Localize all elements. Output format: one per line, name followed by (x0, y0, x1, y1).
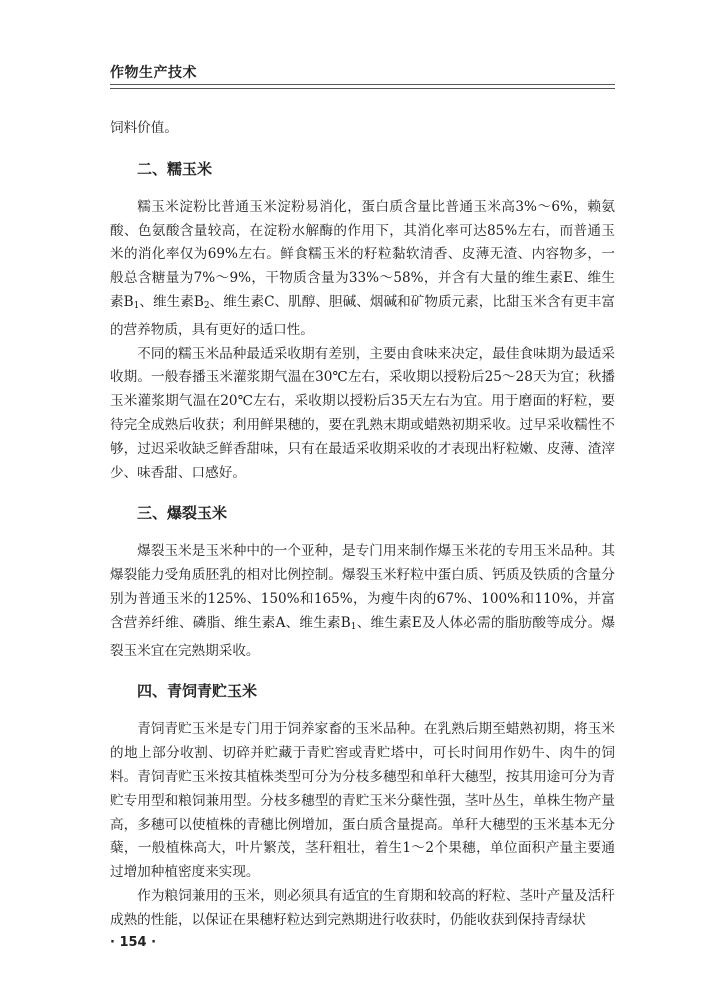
running-header (110, 62, 615, 82)
header-rule-top (110, 84, 615, 85)
paragraph-waxy-nutrition (110, 196, 615, 343)
subscript: 1 (350, 621, 357, 632)
page-body (110, 117, 615, 933)
header-rule-bottom (110, 88, 615, 89)
page-number: · 154 · (110, 935, 157, 950)
section-heading-silage-corn: 四、青饲青贮玉米 (137, 682, 258, 701)
section-heading-popcorn: 三、爆裂玉米 (137, 504, 228, 523)
paragraph-waxy-harvest: 不同的糯玉米品种最适采收期有差别，主要由食味来决定，最佳食味期为最适采收期。一般春播玉米灌浆期气温在30℃左右，采收期以授粉后25～28天为宜；秋播玉米灌浆期气温在20℃左右，采收期以授粉后35天左右为宜。用于磨面的籽粒，要待完全成熟后收获；利用鲜果穗的，要在乳熟末期或蜡熟初期采收。过早采收糯性不够，过迟采收缺乏鲜香甜味，只有在最适采收期采收的才表现出籽粒嫩、皮薄、渣滓少、味香甜、口感好。 (110, 345, 615, 481)
text-run: 、维生素C、肌醇、胆碱、烟碱和矿物质元素，比甜玉米含有更丰富的营养物质，具有更好的适口性。 (110, 293, 615, 338)
intro-fragment: 饲料价值。 (110, 120, 178, 136)
text-run: 爆裂玉米是玉米种中的一个亚种，是专门用来制作爆玉米花的专用玉米品种。其爆裂能力受角质胚乳的相对比例控制。爆裂玉米籽粒中蛋白质、钙质及铁质的含量分别为普通玉米的125%、150%和165%，为瘦牛肉的67%、100%和110%，并富含营养纤维、磷脂、维生素A、维生素B (110, 543, 615, 631)
subscript: 2 (203, 300, 210, 311)
text-run: 糯玉米淀粉比普通玉米淀粉易消化，蛋白质含量比普通玉米高3%～6%，赖氨酸、色氨酸含量较高，在淀粉水解酶的作用下，其消化率可达85%左右，而普通玉米的消化率仅为69%左右。鲜食糯玉米的籽粒黏软清香、皮薄无渣、内容物多，一般总含糖量为7%～9%，干物质含量为33%～58%，并含有大量的维生素E、维生素B (110, 198, 615, 310)
subscript: 1 (133, 300, 140, 311)
text-run: 、维生素B (139, 293, 204, 310)
paragraph-popcorn (110, 540, 615, 663)
text-run: 、维生素E及人体必需的脂肪酸等成分。爆裂玉米宜在完熟期采收。 (110, 614, 616, 659)
paragraph-silage-dual-use: 作为粮饲兼用的玉米，则必须具有适宜的生育期和较高的籽粒、茎叶产量及活秆成熟的性能，以保证在果穗籽粒达到完熟期进行收获时，仍能收获到保持青绿状 (110, 887, 615, 928)
section-heading-waxy-corn: 二、糯玉米 (137, 159, 213, 178)
book-title: 作物生产技术 (110, 65, 197, 81)
paragraph-silage-types: 青饲青贮玉米是专门用于饲养家畜的玉米品种。在乳熟后期至蜡熟初期，将玉米的地上部分收割、切碎并贮藏于青贮窖或青贮塔中，可长时间用作奶牛、肉牛的饲料。青饲青贮玉米按其植株类型可分为分枝多穗型和单秆大穗型，按其用途可分为青贮专用型和粮饲兼用型。分枝多穗型的青贮玉米分蘖性强，茎叶丛生，单株生物产量高，多穗可以使植株的青穗比例增加，蛋白质含量提高。单秆大穗型的玉米基本无分蘖，一般植株高大，叶片繁茂，茎秆粗壮，着生1～2个果穗，单位面积产量主要通过增加种植密度来实现。 (110, 721, 615, 881)
